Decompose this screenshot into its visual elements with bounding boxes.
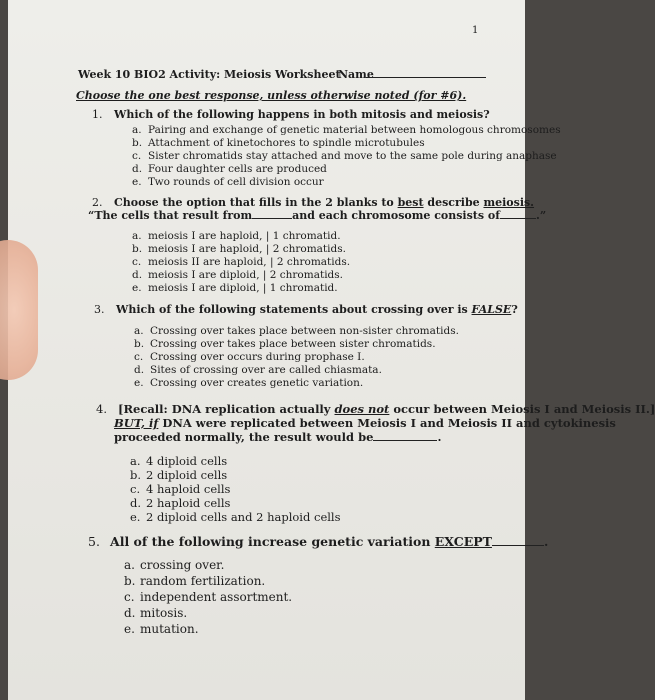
q5-option-d: d. mitosis. [124, 606, 188, 620]
page-number: 1 [472, 25, 479, 36]
q3-option-e: e. Crossing over creates genetic variation. [134, 377, 364, 389]
q4-option-b: b. 2 diploid cells [130, 468, 228, 482]
q5-option-e: e. mutation. [124, 622, 199, 636]
answer-blank [500, 218, 536, 219]
instructions: Choose the one best response, unless otherwise noted (for #6). [76, 89, 467, 102]
question-5: 5. All of the following increase genetic variation EXCEPT . [88, 534, 549, 549]
question-1 [92, 108, 490, 121]
q5-option-b: b. random fertilization. [124, 574, 266, 588]
question-number: 4. [96, 402, 107, 416]
q4-option-e: e. 2 diploid cells and 2 haploid cells [130, 510, 341, 524]
q4-option-a: a. 4 diploid cells [130, 454, 228, 468]
q2-option-a: a. meiosis I are haploid, | 1 chromatid. [132, 230, 341, 242]
worksheet-title: Week 10 BIO2 Activity: Meiosis Worksheet [78, 68, 341, 81]
answer-blank [252, 218, 292, 219]
question-number: 2. [92, 196, 103, 209]
q1-option-e: e. Two rounds of cell division occur [132, 176, 324, 188]
question-4: 4. [Recall: DNA replication actually does not occur between Meiosis I and Meiosis II.] [96, 402, 655, 416]
q1-option-b: b. Attachment of kinetochores to spindle microtubules [132, 137, 425, 149]
question-3: 3. Which of the following statements about crossing over is FALSE? [94, 303, 518, 316]
q1-option-a: a. Pairing and exchange of genetic material between homologous chromosomes [132, 124, 561, 136]
q3-option-a: a. Crossing over takes place between non-sister chromatids. [134, 325, 459, 337]
q2-option-d: d. meiosis I are diploid, | 2 chromatids. [132, 269, 343, 281]
name-label: Name [338, 68, 374, 81]
q4-option-d: d. 2 haploid cells [130, 496, 231, 510]
q4-option-c: c. 4 haploid cells [130, 482, 231, 496]
q1-option-c: c. Sister chromatids stay attached and move to the same pole during anaphase [132, 150, 557, 162]
q2-option-c: c. meiosis II are haploid, | 2 chromatids. [132, 256, 351, 268]
question-2: 2. Choose the option that fills in the 2 blanks to best describe meiosis. [92, 196, 535, 209]
q5-option-a: a. crossing over. [124, 558, 225, 572]
q2-option-e: e. meiosis I are diploid, | 1 chromatid. [132, 282, 338, 294]
question-number: 3. [94, 303, 105, 316]
q1-option-d: d. Four daughter cells are produced [132, 163, 327, 175]
question-2-line-2: “The cells that result from and each chromosome consists of .” [88, 209, 547, 222]
thumb [0, 240, 38, 380]
answer-blank [492, 545, 544, 546]
q3-option-d: d. Sites of crossing over are called chiasmata. [134, 364, 382, 376]
question-4-line-2: BUT, if DNA were replicated between Meiosis I and Meiosis II and cytokinesis [114, 416, 616, 430]
worksheet-page [8, 0, 655, 700]
question-number: 5. [88, 534, 100, 549]
question-text: Which of the following happens in both mitosis and meiosis? [114, 108, 490, 121]
question-4-line-3: proceeded normally, the result would be . [114, 430, 442, 444]
question-number: 1. [92, 108, 103, 121]
q2-option-b: b. meiosis I are haploid, | 2 chromatids. [132, 243, 346, 255]
name-blank [366, 77, 486, 78]
q3-option-c: c. Crossing over occurs during prophase I. [134, 351, 365, 363]
answer-blank [373, 440, 437, 441]
q3-option-b: b. Crossing over takes place between sister chromatids. [134, 338, 436, 350]
q5-option-c: c. independent assortment. [124, 590, 293, 604]
